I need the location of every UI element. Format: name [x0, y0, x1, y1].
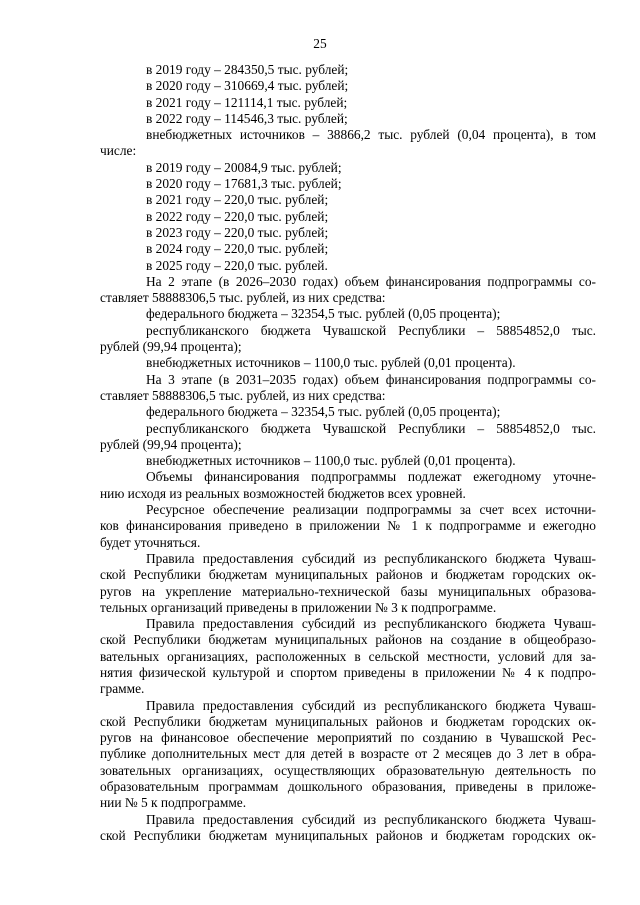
text-line: Ресурсное обеспечение реализации подпрограммы за счет всех источни- — [146, 502, 596, 518]
text-line: ставляет 58888306,5 тыс. рублей, из них средства: — [100, 290, 386, 306]
text-line: Правила предоставления субсидий из республиканского бюджета Чуваш- — [146, 616, 596, 632]
body-text — [100, 62, 596, 844]
text-line: Правила предоставления субсидий из республиканского бюджета Чуваш- — [146, 697, 596, 713]
text-line: внебюджетных источников – 1100,0 тыс. рублей (0,01 процента). — [146, 355, 516, 371]
text-line: ставляет 58888306,5 тыс. рублей, из них средства: — [100, 387, 386, 403]
text-line: в 2021 году – 220,0 тыс. рублей; — [146, 192, 329, 208]
text-line: рублей (99,94 процента); — [100, 436, 242, 452]
text-line: ской Республики бюджетам муниципальных районов и бюджетам городских ок- — [100, 567, 596, 583]
text-line: в 2022 году – 220,0 тыс. рублей; — [146, 208, 329, 224]
text-line: ской Республики бюджетам муниципальных районов и бюджетам городских ок- — [100, 827, 596, 843]
text-line: в 2020 году – 17681,3 тыс. рублей; — [146, 176, 342, 192]
text-line: федерального бюджета – 32354,5 тыс. рублей (0,05 процента); — [146, 404, 501, 420]
text-line: в 2021 году – 121114,1 тыс. рублей; — [146, 94, 348, 110]
text-line: в 2020 году – 310669,4 тыс. рублей; — [146, 78, 349, 94]
text-line: нятия физической культурой и спортом приведены в приложении № 4 к подпро- — [100, 664, 596, 680]
text-line: публике дополнительных мест для детей в возрасте от 2 месяцев до 3 лет в обра- — [100, 746, 596, 762]
text-line: ской Республики бюджетам муниципальных районов на создание в общеобразо- — [100, 632, 596, 648]
text-line: федерального бюджета – 32354,5 тыс. рублей (0,05 процента); — [146, 306, 501, 322]
text-line: ругов на финансовое обеспечение мероприятий по созданию в Чувашской Рес- — [100, 730, 596, 746]
text-line: внебюджетных источников – 38866,2 тыс. рублей (0,04 процента), в том — [146, 127, 596, 143]
page-number: 25 — [313, 36, 327, 51]
text-line: нию исходя из реальных возможностей бюджетов всех уровней. — [100, 485, 466, 501]
text-line: зовательных организациях, осуществляющих образовательную деятельность по — [100, 762, 596, 778]
text-line: в 2024 году – 220,0 тыс. рублей; — [146, 241, 329, 257]
text-line: нии № 5 к подпрограмме. — [100, 795, 247, 811]
text-line: в 2023 году – 220,0 тыс. рублей; — [146, 224, 329, 240]
text-line: образовательным программам дошкольного образования, приведены в приложе- — [100, 779, 596, 795]
text-line: На 2 этапе (в 2026–2030 годах) объем финансирования подпрограммы со- — [146, 273, 596, 289]
text-line: ской Республики бюджетам муниципальных районов и бюджетам городских ок- — [100, 713, 596, 729]
text-line: Правила предоставления субсидий из республиканского бюджета Чуваш- — [146, 811, 596, 827]
text-line: будет уточняться. — [100, 534, 201, 550]
text-line: числе: — [100, 143, 137, 159]
text-line: ков финансирования приведено в приложении № 1 к подпрограмме и ежегодно — [100, 518, 596, 534]
text-line: тельных организаций приведены в приложении № 3 к подпрограмме. — [100, 599, 497, 615]
text-line: Правила предоставления субсидий из республиканского бюджета Чуваш- — [146, 550, 596, 566]
text-line: в 2019 году – 284350,5 тыс. рублей; — [146, 62, 349, 77]
text-line: На 3 этапе (в 2031–2035 годах) объем финансирования подпрограммы со- — [146, 371, 596, 387]
text-line: республиканского бюджета Чувашской Республики – 58854852,0 тыс. — [146, 322, 596, 338]
text-line: республиканского бюджета Чувашской Республики – 58854852,0 тыс. — [146, 420, 596, 436]
text-line: внебюджетных источников – 1100,0 тыс. рублей (0,01 процента). — [146, 453, 516, 469]
text-line: ругов на укрепление материально-технической базы муниципальных образова- — [100, 583, 596, 599]
text-line: Объемы финансирования подпрограммы подлежат ежегодному уточне- — [146, 469, 596, 485]
text-line: вательных организациях, расположенных в сельской местности, условий для за- — [100, 648, 596, 664]
text-line: грамме. — [100, 681, 145, 697]
text-line: в 2025 году – 220,0 тыс. рублей. — [146, 257, 328, 273]
text-line: в 2019 году – 20084,9 тыс. рублей; — [146, 159, 342, 175]
text-line: рублей (99,94 процента); — [100, 339, 242, 355]
text-line: в 2022 году – 114546,3 тыс. рублей; — [146, 110, 348, 126]
